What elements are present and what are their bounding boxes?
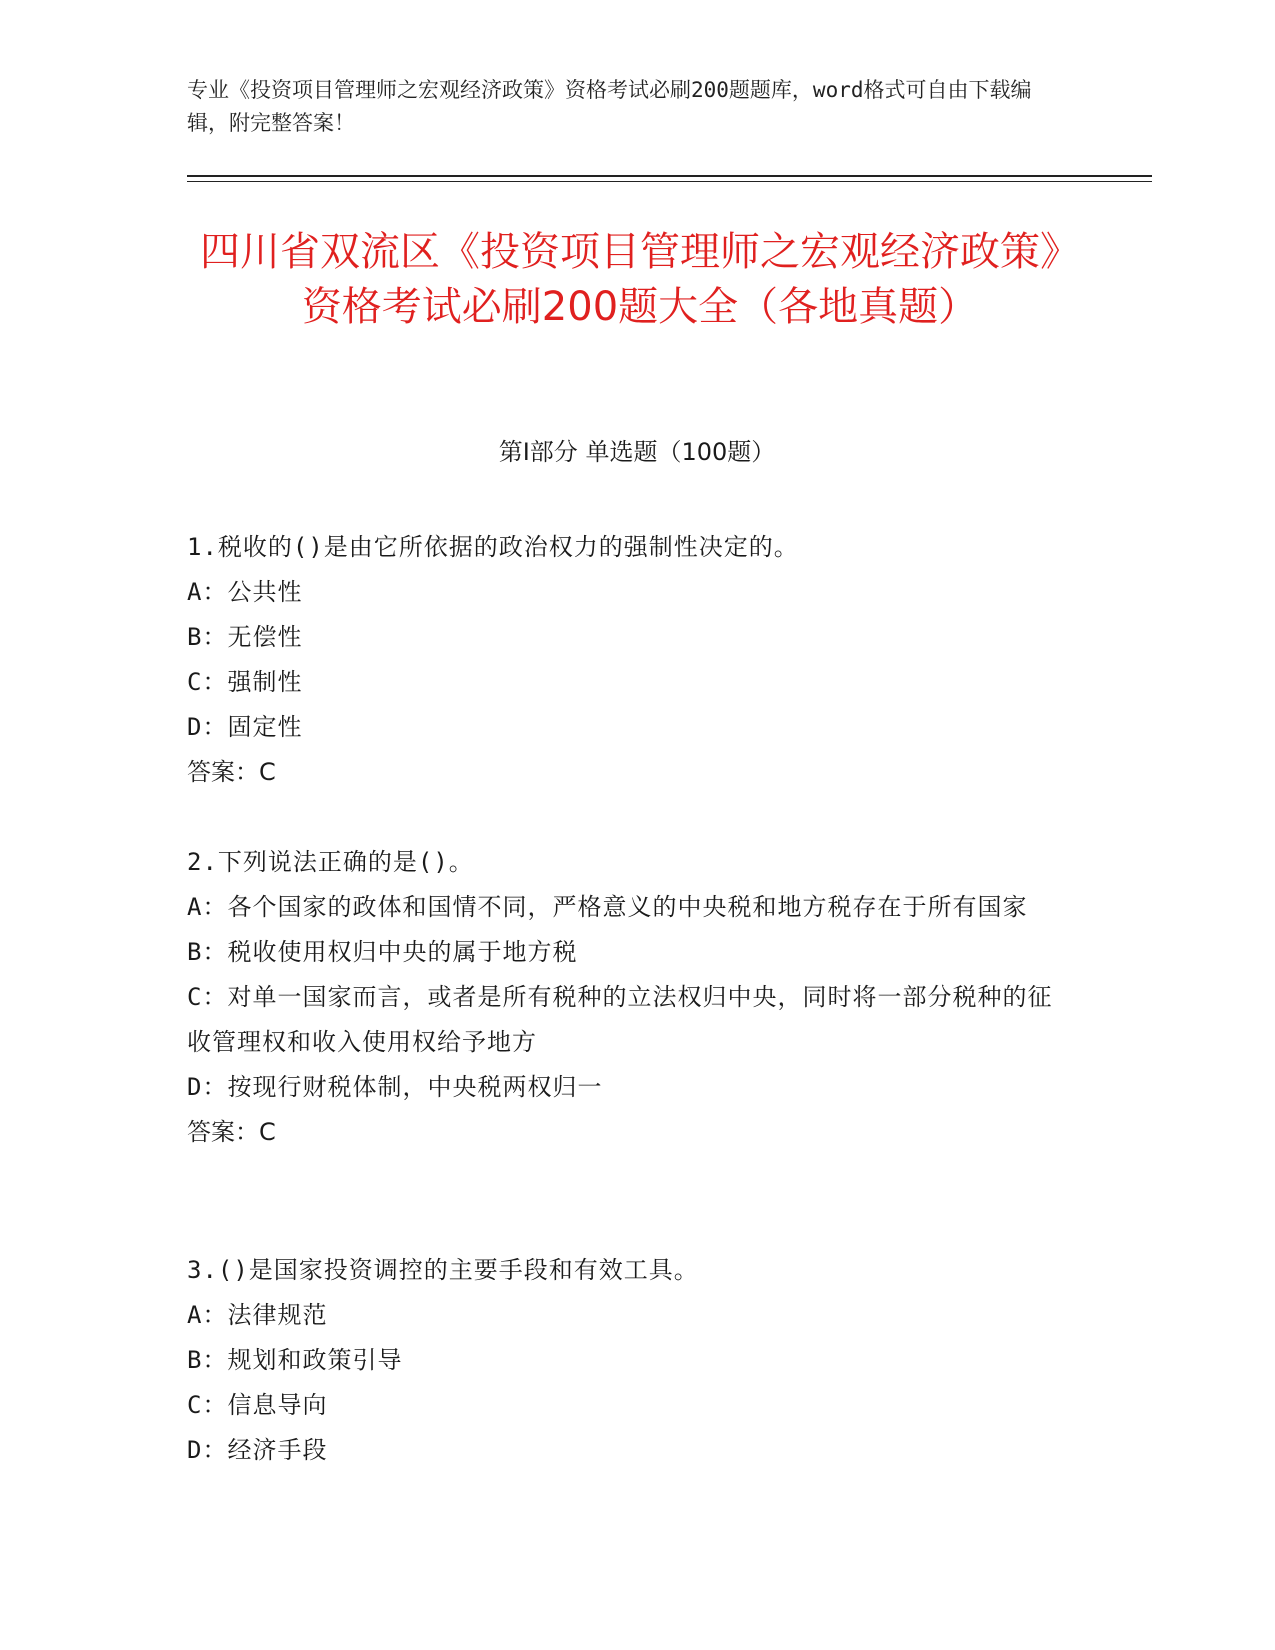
option-c: C：信息导向 [187,1391,328,1419]
header-note: 专业《投资项目管理师之宏观经济政策》资格考试必刷200题题库，word格式可自由下载编辑，附完整答案！ [187,78,1032,135]
question-block [187,1248,1067,1473]
header-divider-thick [187,175,1152,177]
answer-line: 答案：C [187,758,276,786]
section-heading: 第I部分 单选题（100题） [498,438,776,466]
document-title: 四川省双流区《投资项目管理师之宏观经济政策》资格考试必刷200题大全（各地真题） [200,229,1080,330]
answer-line: 答案：C [187,1118,276,1146]
option-d: D：经济手段 [187,1436,328,1464]
option-b: B：规划和政策引导 [187,1346,403,1374]
header-divider-thin [187,181,1152,182]
option-d: D：按现行财税体制，中央税两权归一 [187,1073,603,1101]
option-a: A：法律规范 [187,1301,328,1329]
question-stem: 3.()是国家投资调控的主要手段和有效工具。 [187,1256,699,1284]
question-stem: 1.税收的()是由它所依据的政治权力的强制性决定的。 [187,533,799,561]
option-b: B：税收使用权归中央的属于地方税 [187,938,578,966]
question-stem: 2.下列说法正确的是()。 [187,848,474,876]
option-c: C：强制性 [187,668,303,696]
option-a: A：各个国家的政体和国情不同，严格意义的中央税和地方税存在于所有国家 [187,893,1028,921]
option-d: D：固定性 [187,713,303,741]
option-b: B：无偿性 [187,623,303,651]
option-a: A：公共性 [187,578,303,606]
question-block [187,840,1067,1155]
option-c: C：对单一国家而言，或者是所有税种的立法权归中央，同时将一部分税种的征收管理权和收入使用权给予地方 [187,983,1053,1056]
question-block [187,525,1067,795]
